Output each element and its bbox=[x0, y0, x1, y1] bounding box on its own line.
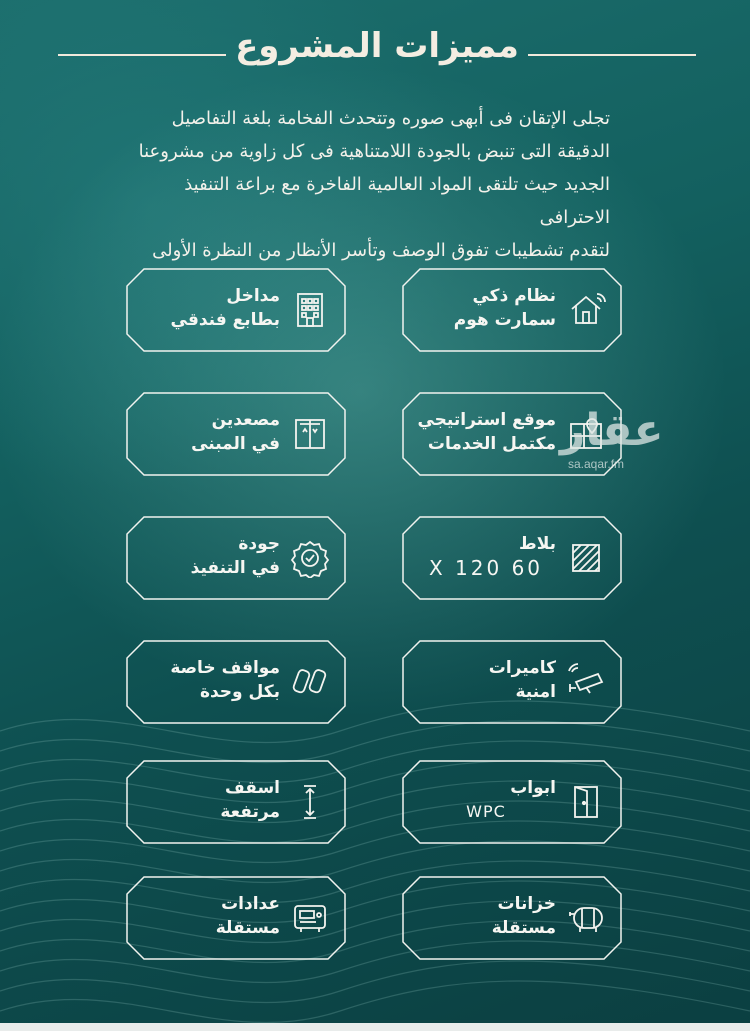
water-tank-icon bbox=[566, 898, 606, 938]
feature-title: مواقف خاصة bbox=[170, 658, 280, 678]
feature-card-tiles bbox=[402, 516, 622, 600]
section-header bbox=[0, 24, 750, 74]
feature-title: مداخل bbox=[226, 286, 280, 306]
feature-subtitle: في التنفيذ bbox=[190, 558, 280, 578]
header-divider-left bbox=[58, 54, 226, 56]
feature-subtitle: WPC bbox=[466, 802, 506, 821]
feature-subtitle: في المبنى bbox=[191, 434, 280, 454]
door-icon bbox=[566, 782, 606, 822]
feature-title: بلاط bbox=[519, 534, 556, 554]
feature-card-smart-home bbox=[402, 268, 622, 352]
feature-subtitle: 60 X 120 bbox=[428, 556, 544, 580]
feature-subtitle: بكل وحدة bbox=[199, 682, 280, 702]
feature-subtitle: مستقلة bbox=[491, 918, 556, 938]
feature-card-quality bbox=[126, 516, 346, 600]
feature-title: موقع استراتيجي bbox=[417, 410, 556, 430]
feature-card-water-tanks bbox=[402, 876, 622, 960]
feature-card-entrances bbox=[126, 268, 346, 352]
watermark-url: sa.aqar.fm bbox=[568, 457, 625, 471]
feature-title: نظام ذكي bbox=[472, 286, 556, 306]
feature-title: ابواب bbox=[510, 778, 556, 798]
intro-paragraph bbox=[130, 102, 610, 267]
feature-card-ceilings bbox=[126, 760, 346, 844]
security-camera-icon bbox=[566, 662, 606, 702]
page-title: مميزات المشروع bbox=[235, 26, 519, 66]
intro-line: تجلى الإتقان فى أبهى صوره وتتحدث الفخامة بلغة التفاصيل bbox=[171, 108, 610, 129]
feature-subtitle: سمارت هوم bbox=[453, 310, 556, 330]
feature-subtitle: بطابع فندقي bbox=[170, 310, 280, 330]
bottom-strip bbox=[0, 1023, 750, 1031]
feature-title: اسقف bbox=[224, 778, 280, 798]
header-divider-right bbox=[528, 54, 696, 56]
feature-title: خزانات bbox=[497, 894, 556, 914]
feature-subtitle: مستقلة bbox=[215, 918, 280, 938]
feature-subtitle: مكتمل الخدمات bbox=[427, 434, 556, 454]
ceiling-height-icon bbox=[290, 782, 330, 822]
building-icon bbox=[290, 290, 330, 330]
feature-title: عدادات bbox=[221, 894, 280, 914]
feature-title: مصعدين bbox=[211, 410, 280, 430]
intro-line: الجديد حيث تلتقى المواد العالمية الفاخرة مع براعة التنفيذ الاحترافى bbox=[184, 174, 610, 228]
quality-badge-icon bbox=[290, 538, 330, 578]
feature-card-meters bbox=[126, 876, 346, 960]
intro-line: لتقدم تشطيبات تفوق الوصف وتأسر الأنظار من النظرة الأولى bbox=[152, 240, 610, 261]
tile-icon bbox=[566, 538, 606, 578]
feature-card-elevators bbox=[126, 392, 346, 476]
parking-cars-icon bbox=[290, 662, 330, 702]
feature-card-doors bbox=[402, 760, 622, 844]
meter-icon bbox=[290, 898, 330, 938]
feature-title: جودة bbox=[238, 534, 280, 554]
feature-title: كاميرات bbox=[488, 658, 556, 678]
wave-pattern-background bbox=[0, 671, 750, 1031]
feature-card-cameras bbox=[402, 640, 622, 724]
feature-subtitle: مرتفعة bbox=[220, 802, 280, 822]
feature-card-parking bbox=[126, 640, 346, 724]
watermark-logo: عقار bbox=[560, 405, 664, 456]
aqar-watermark bbox=[560, 405, 680, 485]
intro-line: الدقيقة التى تنبض بالجودة اللامتناهية فى كل زاوية من مشروعنا bbox=[138, 141, 610, 162]
feature-subtitle: امنية bbox=[515, 682, 556, 702]
elevator-icon bbox=[290, 414, 330, 454]
smart-home-icon bbox=[566, 290, 606, 330]
